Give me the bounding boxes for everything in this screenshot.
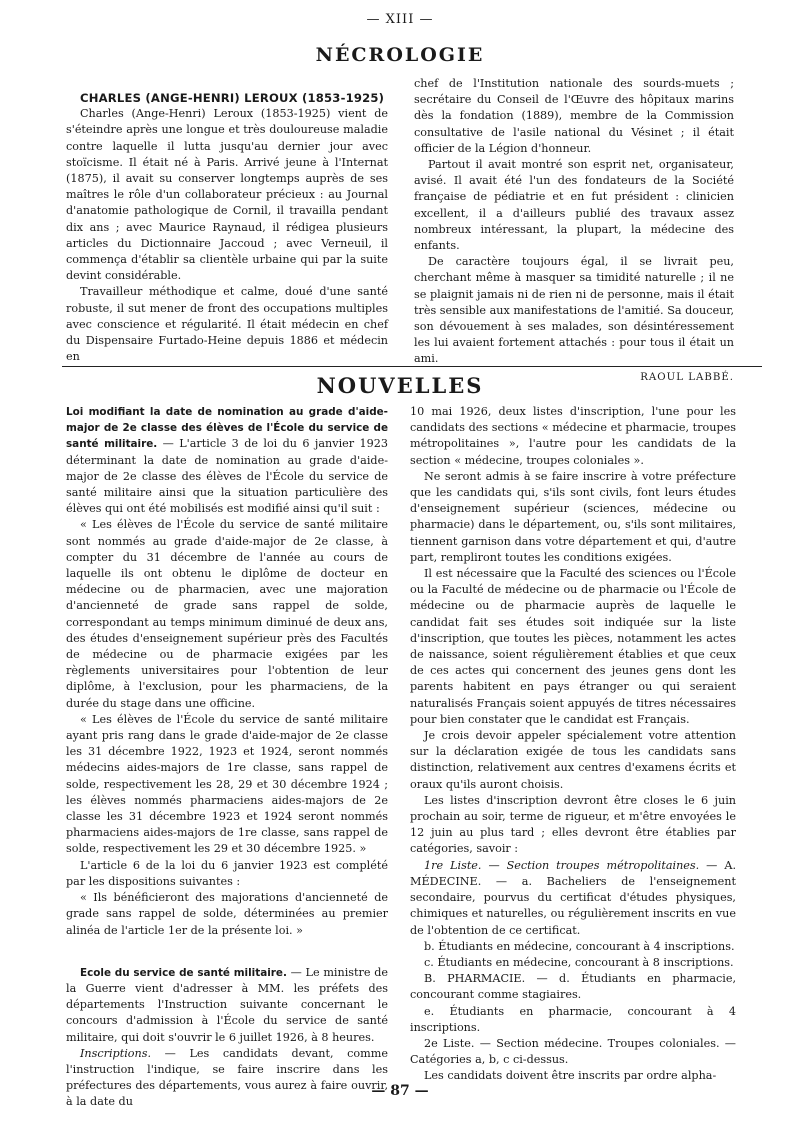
- liste-1-item-b: b. Étudiants en médecine, concourant à 4 inscriptions.: [424, 939, 735, 953]
- liste-1-pharmacie: B. PHARMACIE.: [424, 972, 526, 986]
- liste-1-item-a: — a. Bacheliers de l'enseignement secondaire, pourvus du certificat d'études physiques, chimiques et naturelles, ou régulièrement inscrits en vue de l'obtention de ce certificat.: [410, 874, 736, 937]
- liste-1-item-d: — d. Étudiants en pharmacie, concourant comme stagiaires.: [410, 972, 737, 1002]
- necrologie-right-column: [414, 76, 734, 386]
- loi-paragraph: « Les élèves de l'École du service de santé militaire sont nommés au grade d'aide-major de 2e classe, à compter du 31 décembre de l'année au cours de laquelle ils ont obtenu le diplôme de docteur en médecine ou de pharmacien, avec une majoration d'ancienneté de grade sans rappel de solde, correspondant au temps minimum diminué de deux ans, des études d'enseignement supérieur près des Facultés de médecine ou de pharmacie exigées par les règlements universitaires pour l'obtention de leur diplôme, à l'exclusion, pour les pharmaciens, de la durée du stage dans une officine.: [66, 518, 388, 710]
- necrologie-paragraph: De caractère toujours égal, il se livrait peu, cherchant même à masquer sa timidité naturelle ; il ne se plaignit jamais ni de rien ni de personne, mais il était très sensible aux manifestations de l'amitié. Sa douceur, son dévouement à ses malades, son désintéressement les lui avaient fortement attachés : pour tous il était un ami.: [414, 255, 734, 366]
- ecole-paragraph: Je crois devoir appeler spécialement votre attention sur la déclaration exigée de tous les candidats sans distinction, relativement aux centres d'examens écrits et oraux qu'ils auront choisis.: [410, 729, 736, 791]
- necrologie-paragraph: Charles (Ange-Henri) Leroux (1853-1925) vient de s'éteindre après une longue et très douloureuse maladie contre laquelle il lutta jusqu'au dernier jour avec stoïcisme. Il était né à Paris. Arrivé jeune à l'Internat (1875), il avait su conserver longtemps auprès de ses maîtres le rôle d'un collaborateur précieux : au Journal d'anatomie pathologique de Cornil, il travailla pendant dix ans ; avec Maurice Raynaud, il rédigea plusieurs articles du Dictionnaire Jaccoud ; avec Verneuil, il commença d'établir sa clientèle urbaine qui par la suite devint considérable.: [66, 107, 388, 283]
- loi-paragraph: « Ils bénéficieront des majorations d'ancienneté de grade sans rappel de solde, déterminées au premier alinéa de l'article 1er de la présente loi. »: [66, 891, 388, 937]
- liste-1-medecine: A. MÉDECINE.: [410, 858, 736, 888]
- loi-paragraph: — L'article 3 de loi du 6 janvier 1923 déterminant la date de nomination au grade d'aide-major de 2e classe des élèves de l'École du service de santé militaire ainsi que la situation particulière des élèves qui ont été mobilisés est modifié ainsi qu'il suit :: [66, 437, 388, 516]
- nouvelles-right-column: [410, 404, 736, 1085]
- liste-2: 2e Liste. — Section médecine. Troupes coloniales. — Catégories a, b, c ci-dessus.: [410, 1036, 736, 1067]
- necrologie-paragraph: Travailleur méthodique et calme, doué d'une santé robuste, il sut mener de front des occupations multiples avec conscience et régularité. Il était médecin en chef du Dispensaire Furtado-Heine depuis 1886 et médecin en: [66, 285, 388, 364]
- section-divider: [62, 366, 762, 367]
- necrologie-headline: CHARLES (ANGE-HENRI) LEROUX (1853-1925): [80, 91, 385, 105]
- ecole-paragraph: — Le ministre de la Guerre vient d'adresser à MM. les préfets des départements l'Instruction suivante concernant le concours d'admission à l'École du service de santé militaire, qui doit s'ouvrir le 6 juillet 1926, à 8 heures.: [66, 965, 388, 1044]
- ecole-paragraph: — Les candidats devant, comme l'instruction l'indique, se faire inscrire dans les préfectures des départements, vous aurez à faire ouvrir, à la date du: [66, 1046, 388, 1109]
- loi-paragraph: L'article 6 de la loi du 6 janvier 1923 est complété par les dispositions suivantes :: [66, 858, 388, 888]
- loi-heading: Loi modifiant la date de nomination au grade d'aide-major de 2e classe des élèves de l'École du service de santé militaire.: [66, 406, 388, 451]
- nouvelles-left-column: [66, 404, 388, 1111]
- ecole-paragraph: 10 mai 1926, deux listes d'inscription, l'une pour les candidats des sections « médecine et pharmacie, troupes métropolitaines », l'autre pour les candidats de la section « médecine, troupes coloniales ».: [410, 405, 736, 467]
- loi-paragraph: « Les élèves de l'École du service de santé militaire ayant pris rang dans le grade d'aide-major de 2e classe les 31 décembre 1922, 1923 et 1924, seront nommés médecins aides-majors de 1re classe, sans rappel de solde, respectivement les 28, 29 et 30 décembre 1924 ; les élèves nommés pharmaciens aides-majors de 2e classe les 31 décembre 1923 et 1924 seront nommés pharmaciens aides-majors de 1re classe, sans rappel de solde, respectivement les 29 et 30 décembre 1925. »: [66, 712, 388, 856]
- necrologie-signature: RAOUL LABBÉ.: [640, 371, 734, 383]
- necrologie-paragraph: chef de l'Institution nationale des sourds-muets ; secrétaire du Conseil de l'Œuvre des hôpitaux marins dès la fondation (1889), membre de la Commission consultative de l'asile national du Vésinet ; il était officier de la Légion d'honneur.: [414, 77, 734, 155]
- ecole-heading: Ecole du service de santé militaire.: [80, 966, 287, 979]
- page-header-roman: — XIII —: [366, 12, 434, 27]
- liste-1-item-e: e. Étudiants en pharmacie, concourant à 4 inscriptions.: [410, 1004, 736, 1034]
- section-title-nouvelles: NOUVELLES: [316, 373, 484, 398]
- ecole-inscriptions-label: Inscriptions.: [80, 1046, 152, 1060]
- ecole-paragraph: Il est nécessaire que la Faculté des sciences ou l'École ou la Faculté de médecine ou de pharmacie ou l'École de médecine ou de pharmacie auprès de laquelle le candidat fait ses études soit indiquée sur la liste d'inscription, que toutes les pièces, notamment les actes de naissance, soient régulièrement établies et que ceux de ces actes qui concernent des jeunes gens dont les parents habitent en pays étranger ou qui seraient naturalisés Français soient appuyés de titres nécessaires pour bien constater que le candidat est Français.: [410, 567, 736, 726]
- ecole-paragraph: Les listes d'inscription devront être closes le 6 juin prochain au soir, terme de rigueur, et m'être envoyées le 12 juin au plus tard ; elles devront être établies par catégories, savoir :: [410, 793, 736, 856]
- liste-1-label: 1re Liste. — Section troupes métropolitaines. —: [424, 858, 718, 872]
- liste-1-item-c: c. Étudiants en médecine, concourant à 8 inscriptions.: [424, 955, 734, 969]
- page-number: — 87 —: [371, 1083, 429, 1099]
- section-title-necrologie: NÉCROLOGIE: [315, 44, 485, 66]
- necrologie-left-column: [66, 90, 388, 365]
- necrologie-paragraph: Partout il avait montré son esprit net, organisateur, avisé. Il avait été l'un des fondateurs de la Société française de pédiatrie et en fut président : clinicien excellent, il a d'ailleurs publié des travaux assez nombreux intéressant, la plupart, la médecine des enfants.: [414, 158, 734, 253]
- ecole-paragraph: Ne seront admis à se faire inscrire à votre préfecture que les candidats qui, s'ils sont civils, font leurs études d'enseignement supérieur (sciences, médecine ou pharmacie) dans le département, ou, s'ils sont militaires, tiennent garnison dans votre département et qui, d'autre part, rempliront toutes les conditions exigées.: [410, 469, 736, 564]
- ecole-paragraph: Les candidats doivent être inscrits par ordre alpha-: [424, 1069, 717, 1083]
